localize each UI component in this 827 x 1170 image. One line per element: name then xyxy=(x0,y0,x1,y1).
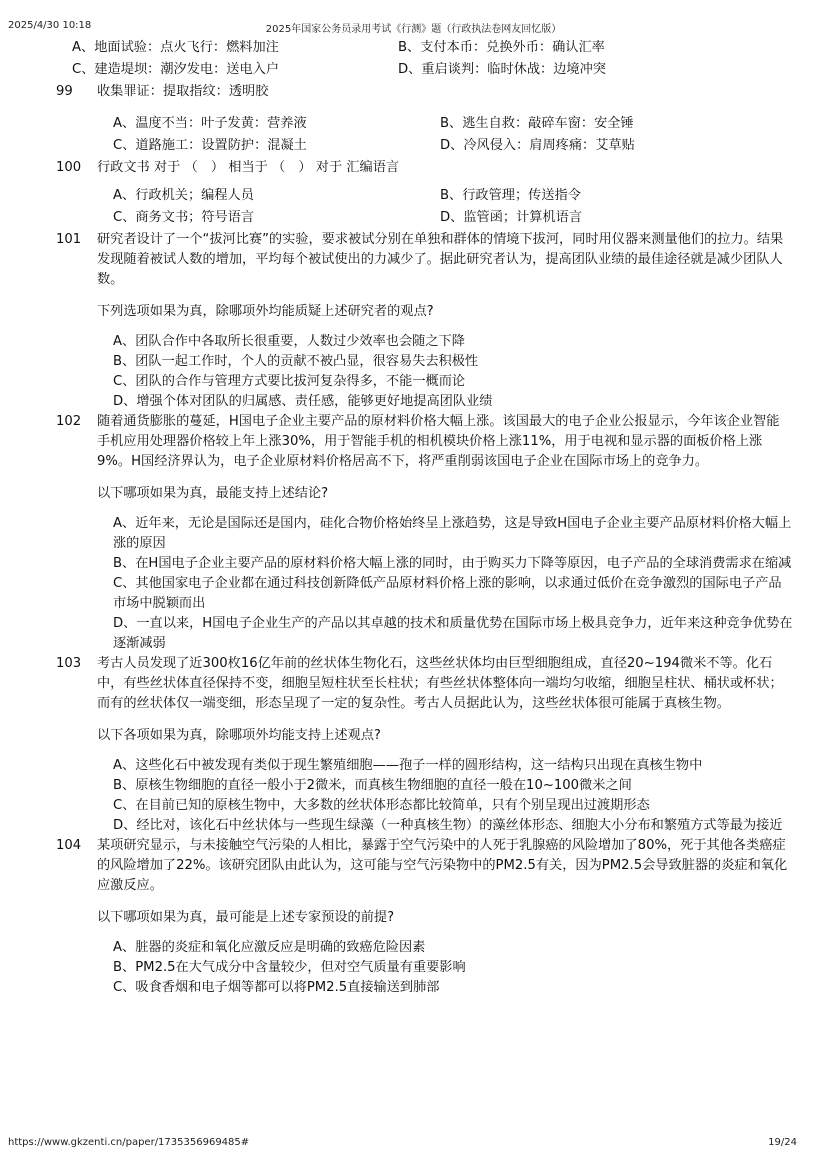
print-datetime: 2025/4/30 10:18 xyxy=(8,20,92,31)
question-104 xyxy=(0,836,827,896)
question-number: 104 xyxy=(56,838,82,853)
question-100 xyxy=(0,158,827,178)
document-title: 2025年国家公务员录用考试《行测》题（行政执法卷网友回忆版） xyxy=(265,24,562,35)
q103-option-c: C、在目前已知的原核生物中，大多数的丝状体形态都比较简单，只有个别呈现出过渡期形态 xyxy=(113,798,650,813)
q104-options xyxy=(0,938,827,998)
question-number: 101 xyxy=(56,232,82,247)
q102-options xyxy=(0,514,827,654)
question-stem: 行政文书 对于 （ ） 相当于 （ ） 对于 汇编语言 xyxy=(97,160,400,175)
q99-option-c: C、道路施工：设置防护：混凝土 xyxy=(113,138,307,153)
question-prompt: 以下哪项如果为真，最可能是上述专家预设的前提? xyxy=(97,910,395,925)
q104-option-b: B、PM2.5在大气成分中含量较少，但对空气质量有重要影响 xyxy=(113,960,466,975)
q102-option-d: D、一直以来，H国电子企业生产的产品以其卓越的技术和质量优势在国际市场上极具竞争力，近年来这种竞争优势在逐渐减弱 xyxy=(113,616,793,651)
q98-option-a: A、地面试验：点火飞行：燃料加注 xyxy=(72,40,279,55)
question-number: 99 xyxy=(56,84,73,99)
question-stem: 某项研究显示，与未接触空气污染的人相比，暴露于空气污染中的人死于乳腺癌的风险增加了80%，死于其他各类癌症的风险增加了22%。该研究团队由此认为，这可能与空气污染物中的PM2.5有关，因为PM2.5会导致脏器的炎症和氧化应激反应。 xyxy=(97,838,788,893)
q100-options-row-1 xyxy=(0,186,827,208)
q101-option-a: A、团队合作中各取所长很重要，人数过少效率也会随之下降 xyxy=(113,334,465,349)
question-number: 100 xyxy=(56,160,82,175)
question-prompt: 以下各项如果为真，除哪项外均能支持上述观点? xyxy=(97,728,381,743)
page-header xyxy=(8,20,819,34)
q103-option-d: D、经比对，该化石中丝状体与一些现生绿藻（一种真核生物）的藻丝体形态、细胞大小分布和繁殖方式等最为接近 xyxy=(113,818,783,833)
question-101 xyxy=(0,230,827,290)
q98-options-row-2 xyxy=(0,60,827,82)
question-stem: 考古人员发现了近300枚16亿年前的丝状体生物化石，这些丝状体均由巨型细胞组成，直径20~194微米不等。化石中，有些丝状体直径保持不变，细胞呈短柱状至长柱状；有些丝状体整体向一端均匀收缩，细胞呈柱状、桶状或杯状；而有的丝状体仅一端变细，形态呈现了一定的复杂性。考古人员据此认为，这些丝状体很可能属于真核生物。 xyxy=(97,656,783,711)
q103-option-a: A、这些化石中被发现有类似于现生繁殖细胞——孢子一样的圆形结构，这一结构只出现在真核生物中 xyxy=(113,758,703,773)
question-number: 103 xyxy=(56,656,82,671)
q104-option-a: A、脏器的炎症和氧化应激反应是明确的致癌危险因素 xyxy=(113,940,426,955)
q102-option-c: C、其他国家电子企业都在通过科技创新降低产品原材料价格上涨的影响，以求通过低价在竞争激烈的国际电子产品市场中脱颖而出 xyxy=(113,576,782,611)
question-number: 102 xyxy=(56,414,82,429)
q98-option-d: D、重启谈判：临时休战：边境冲突 xyxy=(398,62,606,77)
q103-options xyxy=(0,756,827,836)
q100-option-b: B、行政管理；传送指令 xyxy=(440,188,581,203)
page-number: 19/24 xyxy=(768,1137,797,1148)
q102-option-b: B、在H国电子企业主要产品的原材料价格大幅上涨的同时，由于购买力下降等原因，电子产品的全球消费需求在缩减 xyxy=(113,556,792,571)
q99-options-row-2 xyxy=(0,136,827,158)
q101-option-b: B、团队一起工作时，个人的贡献不被凸显，很容易失去积极性 xyxy=(113,354,479,369)
q103-option-b: B、原核生物细胞的直径一般小于2微米，而真核生物细胞的直径一般在10~100微米之间 xyxy=(113,778,632,793)
q104-option-c: C、吸食香烟和电子烟等都可以将PM2.5直接输送到肺部 xyxy=(113,980,440,995)
question-stem: 研究者设计了一个“拔河比赛”的实验，要求被试分别在单独和群体的情境下拔河，同时用仪器来测量他们的拉力。结果发现随着被试人数的增加，平均每个被试使出的力减少了。据此研究者认为，提高团队业绩的最佳途径就是减少团队人数。 xyxy=(97,232,784,287)
question-stem: 收集罪证：提取指纹：透明胶 xyxy=(97,84,269,99)
q100-option-c: C、商务文书；符号语言 xyxy=(113,210,255,225)
q99-option-b: B、逃生自救：敲碎车窗：安全锤 xyxy=(440,116,634,131)
question-content xyxy=(0,38,827,998)
q102-option-a: A、近年来，无论是国际还是国内，硅化合物价格始终呈上涨趋势，这是导致H国电子企业主要产品原材料价格大幅上涨的原因 xyxy=(113,516,792,551)
page-url: https://www.gkzenti.cn/paper/1735356969485# xyxy=(8,1137,250,1148)
q99-options-row-1 xyxy=(0,114,827,136)
question-prompt: 下列选项如果为真，除哪项外均能质疑上述研究者的观点? xyxy=(97,304,434,319)
q101-options xyxy=(0,332,827,412)
page-footer xyxy=(8,1137,819,1151)
q98-option-b: B、支付本币：兑换外币：确认汇率 xyxy=(398,40,605,55)
q101-option-d: D、增强个体对团队的归属感、责任感，能够更好地提高团队业绩 xyxy=(113,394,493,409)
question-prompt: 以下哪项如果为真，最能支持上述结论? xyxy=(97,486,329,501)
q100-option-a: A、行政机关；编程人员 xyxy=(113,188,254,203)
q99-option-a: A、温度不当：叶子发黄：营养液 xyxy=(113,116,307,131)
q99-option-d: D、冷风侵入：肩周疼痛：艾草贴 xyxy=(440,138,635,153)
q100-option-d: D、监管函；计算机语言 xyxy=(440,210,583,225)
question-99 xyxy=(0,82,827,102)
question-102 xyxy=(0,412,827,472)
q100-options-row-2 xyxy=(0,208,827,230)
q101-option-c: C、团队的合作与管理方式要比拔河复杂得多，不能一概而论 xyxy=(113,374,466,389)
q98-option-c: C、建造堤坝：潮汐发电：送电入户 xyxy=(72,62,280,77)
q98-options-row-1 xyxy=(0,38,827,60)
question-stem: 随着通货膨胀的蔓延，H国电子企业主要产品的原材料价格大幅上涨。该国最大的电子企业公报显示，今年该企业智能手机应用处理器价格较上年上涨30%，用于智能手机的相机模块价格上涨11%，用于电视和显示器的面板价格上涨9%。H国经济界认为，电子企业原材料价格居高不下，将严重削弱该国电子企业在国际市场上的竞争力。 xyxy=(97,414,780,469)
question-103 xyxy=(0,654,827,714)
